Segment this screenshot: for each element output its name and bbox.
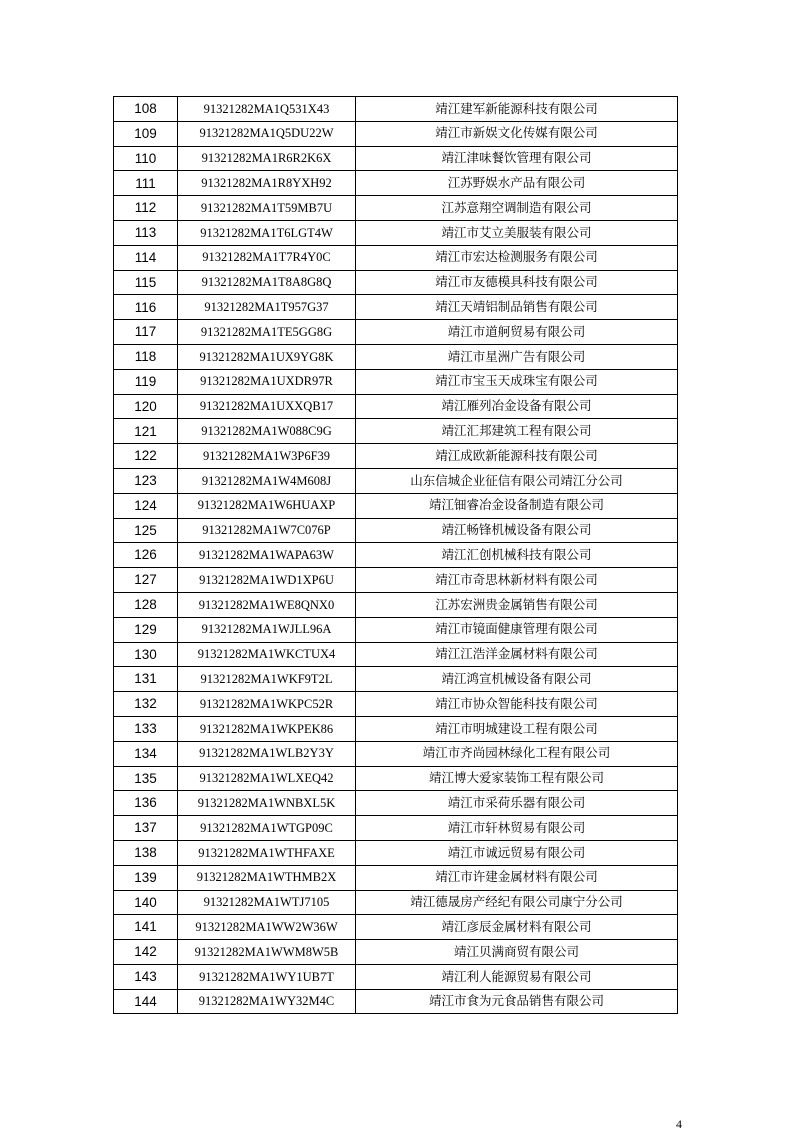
table-row [114,692,678,717]
company-name-cell: 靖江市诚远贸易有限公司 [356,840,678,865]
credit-code-cell: 91321282MA1WTHFAXE [178,840,356,865]
company-name-cell: 靖江畅锋机械设备有限公司 [356,518,678,543]
credit-code-cell: 91321282MA1WTGP09C [178,816,356,841]
credit-code-cell: 91321282MA1WD1XP6U [178,568,356,593]
company-name-cell: 靖江市道舸贸易有限公司 [356,320,678,345]
company-name-cell: 靖江津味餐饮管理有限公司 [356,146,678,171]
row-number-cell: 131 [114,667,178,692]
page-number: 4 [676,1117,682,1131]
row-number-cell: 109 [114,121,178,146]
company-name-cell: 靖江建军新能源科技有限公司 [356,97,678,122]
table-row [114,667,678,692]
company-name-cell: 江苏意翔空调制造有限公司 [356,196,678,221]
credit-code-cell: 91321282MA1R8YXH92 [178,171,356,196]
row-number-cell: 117 [114,320,178,345]
table-row [114,146,678,171]
credit-code-cell: 91321282MA1WY32M4C [178,989,356,1014]
table-row [114,741,678,766]
row-number-cell: 142 [114,940,178,965]
credit-code-cell: 91321282MA1WKPEK86 [178,716,356,741]
credit-code-cell: 91321282MA1TE5GG8G [178,320,356,345]
credit-code-cell: 91321282MA1UX9YG8K [178,344,356,369]
table-row [114,121,678,146]
table-row [114,97,678,122]
table-row [114,865,678,890]
company-name-cell: 靖江汇创机械科技有限公司 [356,543,678,568]
credit-code-cell: 91321282MA1W088C9G [178,419,356,444]
table-row [114,840,678,865]
credit-code-cell: 91321282MA1Q5DU22W [178,121,356,146]
row-number-cell: 125 [114,518,178,543]
row-number-cell: 110 [114,146,178,171]
row-number-cell: 126 [114,543,178,568]
row-number-cell: 121 [114,419,178,444]
credit-code-cell: 91321282MA1UXXQB17 [178,394,356,419]
company-name-cell: 靖江市食为元食品销售有限公司 [356,989,678,1014]
company-name-cell: 靖江市奇思林新材料有限公司 [356,568,678,593]
table-row [114,419,678,444]
company-name-cell: 靖江市轩林贸易有限公司 [356,816,678,841]
table-row [114,642,678,667]
row-number-cell: 135 [114,766,178,791]
credit-code-cell: 91321282MA1T957G37 [178,295,356,320]
row-number-cell: 123 [114,468,178,493]
company-name-cell: 靖江钿睿冶金设备制造有限公司 [356,493,678,518]
credit-code-cell: 91321282MA1WTJ7105 [178,890,356,915]
credit-code-cell: 91321282MA1WY1UB7T [178,964,356,989]
row-number-cell: 141 [114,915,178,940]
table-row [114,766,678,791]
company-name-cell: 靖江市采荷乐器有限公司 [356,791,678,816]
table-row [114,320,678,345]
row-number-cell: 128 [114,592,178,617]
credit-code-cell: 91321282MA1WJLL96A [178,617,356,642]
row-number-cell: 113 [114,220,178,245]
row-number-cell: 112 [114,196,178,221]
table-row [114,543,678,568]
table-row [114,468,678,493]
table-body [114,97,678,1014]
credit-code-cell: 91321282MA1WLB2Y3Y [178,741,356,766]
company-registry-table [113,96,678,1014]
row-number-cell: 115 [114,270,178,295]
credit-code-cell: 91321282MA1Q531X43 [178,97,356,122]
row-number-cell: 129 [114,617,178,642]
company-name-cell: 靖江江浩洋金属材料有限公司 [356,642,678,667]
row-number-cell: 118 [114,344,178,369]
credit-code-cell: 91321282MA1WE8QNX0 [178,592,356,617]
table-row [114,915,678,940]
company-name-cell: 靖江博大爱家装饰工程有限公司 [356,766,678,791]
credit-code-cell: 91321282MA1WW2W36W [178,915,356,940]
table-row [114,716,678,741]
company-name-cell: 靖江市友德模具科技有限公司 [356,270,678,295]
credit-code-cell: 91321282MA1WKPC52R [178,692,356,717]
credit-code-cell: 91321282MA1W4M608J [178,468,356,493]
row-number-cell: 127 [114,568,178,593]
row-number-cell: 122 [114,444,178,469]
company-name-cell: 靖江市明城建设工程有限公司 [356,716,678,741]
row-number-cell: 140 [114,890,178,915]
table-row [114,369,678,394]
row-number-cell: 111 [114,171,178,196]
company-name-cell: 江苏宏洲贵金属销售有限公司 [356,592,678,617]
table-row [114,171,678,196]
company-name-cell: 靖江雁列冶金设备有限公司 [356,394,678,419]
row-number-cell: 138 [114,840,178,865]
table-row [114,518,678,543]
credit-code-cell: 91321282MA1WWM8W5B [178,940,356,965]
row-number-cell: 133 [114,716,178,741]
table-row [114,344,678,369]
company-name-cell: 靖江天靖铝制品销售有限公司 [356,295,678,320]
credit-code-cell: 91321282MA1WLXEQ42 [178,766,356,791]
company-name-cell: 靖江汇邦建筑工程有限公司 [356,419,678,444]
credit-code-cell: 91321282MA1R6R2K6X [178,146,356,171]
company-name-cell: 靖江市齐尚园林绿化工程有限公司 [356,741,678,766]
company-name-cell: 靖江德晟房产经纪有限公司康宁分公司 [356,890,678,915]
credit-code-cell: 91321282MA1T7R4Y0C [178,245,356,270]
row-number-cell: 120 [114,394,178,419]
row-number-cell: 108 [114,97,178,122]
table-row [114,568,678,593]
table-row [114,890,678,915]
company-name-cell: 靖江鸿宣机械设备有限公司 [356,667,678,692]
table-row [114,245,678,270]
credit-code-cell: 91321282MA1UXDR97R [178,369,356,394]
table-row [114,493,678,518]
credit-code-cell: 91321282MA1W7C076P [178,518,356,543]
row-number-cell: 116 [114,295,178,320]
credit-code-cell: 91321282MA1T8A8G8Q [178,270,356,295]
row-number-cell: 136 [114,791,178,816]
company-name-cell: 靖江利人能源贸易有限公司 [356,964,678,989]
company-name-cell: 靖江彦辰金属材料有限公司 [356,915,678,940]
row-number-cell: 114 [114,245,178,270]
credit-code-cell: 91321282MA1WTHMB2X [178,865,356,890]
company-name-cell: 靖江市许建金属材料有限公司 [356,865,678,890]
credit-code-cell: 91321282MA1W6HUAXP [178,493,356,518]
table-row [114,270,678,295]
company-name-cell: 靖江市宏达检测服务有限公司 [356,245,678,270]
company-name-cell: 靖江市星洲广告有限公司 [356,344,678,369]
table-row [114,220,678,245]
table-row [114,617,678,642]
table-row [114,295,678,320]
company-name-cell: 靖江市新娱文化传媒有限公司 [356,121,678,146]
company-name-cell: 靖江市协众智能科技有限公司 [356,692,678,717]
company-name-cell: 江苏野娱水产品有限公司 [356,171,678,196]
row-number-cell: 139 [114,865,178,890]
table-row [114,196,678,221]
table-row [114,989,678,1014]
company-name-cell: 靖江市艾立美服装有限公司 [356,220,678,245]
row-number-cell: 119 [114,369,178,394]
row-number-cell: 143 [114,964,178,989]
credit-code-cell: 91321282MA1WKCTUX4 [178,642,356,667]
table-row [114,940,678,965]
company-name-cell: 山东信城企业征信有限公司靖江分公司 [356,468,678,493]
credit-code-cell: 91321282MA1W3P6F39 [178,444,356,469]
company-name-cell: 靖江贝满商贸有限公司 [356,940,678,965]
row-number-cell: 134 [114,741,178,766]
credit-code-cell: 91321282MA1WNBXL5K [178,791,356,816]
row-number-cell: 144 [114,989,178,1014]
table-row [114,444,678,469]
credit-code-cell: 91321282MA1WAPA63W [178,543,356,568]
credit-code-cell: 91321282MA1WKF9T2L [178,667,356,692]
row-number-cell: 137 [114,816,178,841]
table-row [114,791,678,816]
credit-code-cell: 91321282MA1T6LGT4W [178,220,356,245]
company-name-cell: 靖江市镜面健康管理有限公司 [356,617,678,642]
table-row [114,592,678,617]
company-name-cell: 靖江市宝玉天成珠宝有限公司 [356,369,678,394]
credit-code-cell: 91321282MA1T59MB7U [178,196,356,221]
company-name-cell: 靖江成欧新能源科技有限公司 [356,444,678,469]
table-row [114,816,678,841]
row-number-cell: 124 [114,493,178,518]
table-row [114,964,678,989]
table-row [114,394,678,419]
row-number-cell: 130 [114,642,178,667]
row-number-cell: 132 [114,692,178,717]
